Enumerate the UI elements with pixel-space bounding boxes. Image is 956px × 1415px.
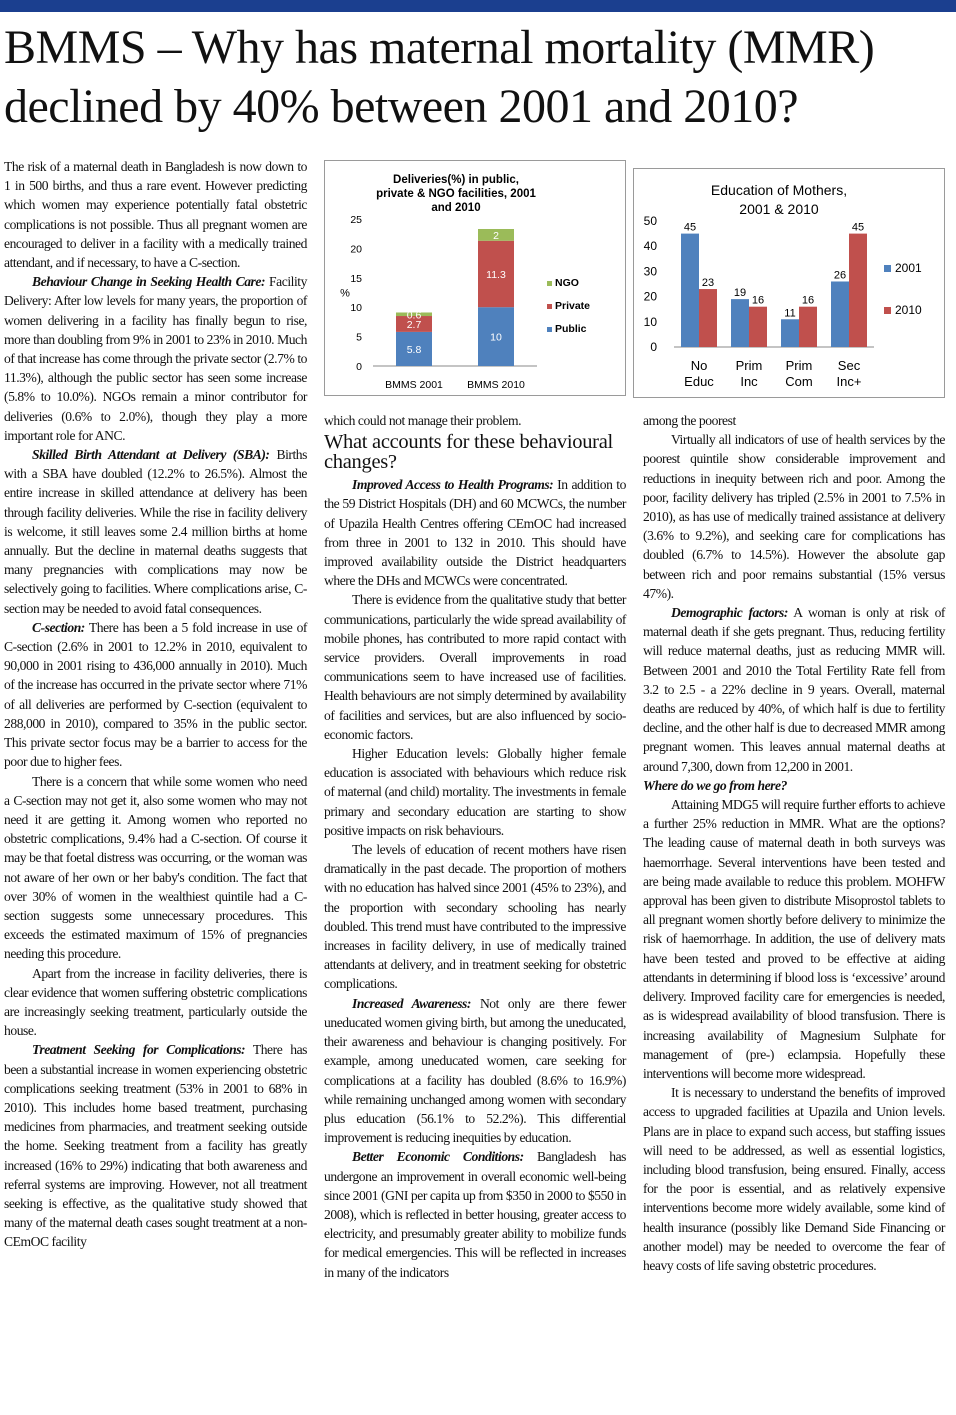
x-tick-label: BMMS 2001 (385, 379, 443, 391)
chart-title: private & NGO facilities, 2001 (376, 188, 536, 200)
legend-label: 2001 (895, 261, 922, 275)
paragraph: Attaining MDG5 will require further efforts to achieve a further 25% reduction in MMR. What are the options? The leading cause of maternal death in both surveys was haemorrhage. Several interventions have been tested and are being made available to reduce this problem. MOHFW approval has been given to distribute Misoprostol tablets to all pregnant women shortly before delivery to minimize the risk of haemorrhage. In addition, the use of delivery mats have been tested and proved to be effective at aiding attendants in determining if blood loss is ‘excessive’ around delivery. Improved facility care for emergencies is needed, as is widespread availability of blood transfusion. There is increasing availability of Magnesium Sulphate for management of (pre-) eclampsia. Hopefully these interventions will become more widespread. (643, 797, 945, 1081)
data-label: 26 (833, 269, 847, 282)
chart-title: Deliveries(%) in public, (393, 174, 519, 186)
subheading: Demographic factors: (671, 605, 788, 621)
bar-2001 (731, 299, 749, 347)
x-tick-label: Sec (837, 358, 861, 373)
chart-title: 2001 & 2010 (739, 201, 819, 217)
paragraph: Higher Education levels: Globally higher female education is associated with behaviours which reduce risk of maternal (and child) mortality. The investments in female primary and secondary education are starting to show positive impacts on risk behaviours. (324, 746, 626, 838)
data-label: 2 (493, 229, 499, 242)
bar-2010 (849, 234, 867, 347)
y-tick-label: 0 (356, 361, 362, 373)
paragraph: which could not manage their problem. (324, 413, 522, 428)
x-tick-label: Com (785, 374, 813, 389)
y-tick-label: 10 (643, 314, 657, 329)
legend-swatch (547, 281, 552, 286)
legend-label: Private (555, 300, 591, 312)
data-label: 23 (701, 277, 715, 290)
bar-2010 (749, 307, 767, 347)
paragraph: The risk of a maternal death in Bangladesh is now down to 1 in 500 births, and thus a rare event. However predicting which women may experience potentially fatal obstetric complications is not possible. Thus all pregnant women are encouraged to deliver in a facility with a medically trained attendant, and if necessary, to have a C-section. (4, 159, 307, 271)
paragraph (324, 994, 626, 1148)
subheading: Behaviour Change in Seeking Health Care: (32, 274, 266, 290)
data-label: 45 (851, 221, 865, 234)
subheading: Better Economic Conditions: (352, 1149, 524, 1165)
paragraph-text: Facility Delivery: After low levels for many years, the proportion of women delivering in a facility has finally begun to rise, more than doubling from 9% in 2001 to 23% in 2010. Much of that increase has come through the private sector (2.7% to 11.3%), although the public sector has seen some increase (5.8% to 10.0%). NGOs remain a minor contributor for deliveries (0.6% to 2.0%), though they play a more important role for ANC. (4, 274, 307, 443)
y-axis-label: % (340, 287, 350, 300)
section-heading: What accounts for these behavioural changes? (324, 431, 613, 474)
top-color-bar (0, 0, 956, 12)
paragraph (643, 603, 945, 776)
subheading: Where do we go from here? (643, 777, 787, 793)
deliveries-chart-svg (325, 161, 625, 395)
paragraph-text: A woman is only at risk of maternal death if she gets pregnant. Thus, reducing fertility will reduce maternal deaths, just as reducing MMR will. Between 2001 and 2010 the Total Fertility Rate fell from 3.2 to 2.5 - a 22% decline in 9 years. Overall, maternal deaths are reduced by 40%, of which half is due to fertility decline, and the other half is due to decreased MMR among pregnant women. This leaves annual maternal deaths at around 7,300, down from 12,200 in 2001. (643, 605, 945, 774)
x-tick-label: BMMS 2010 (467, 379, 525, 391)
y-tick-label: 25 (350, 214, 362, 226)
y-tick-label: 40 (643, 239, 657, 254)
column-1 (4, 157, 307, 1252)
y-tick-label: 5 (356, 331, 362, 344)
paragraph-text: There has been a substantial increase in women experiencing obstetric complications seeking treatment (53% in 2001 to 68% in 2010). This includes home based treatment, purchasing medicines from pharmacies, and treatment seeking outside the home. Seeking treatment from a facility has greatly increased (16% to 29%) indicating that both awareness and referral systems are improving. However, not all treatment seeking is effective, as the qualitative study showed that many of the maternal death cases sought treatment at a non-CEmOC facility (4, 1042, 307, 1250)
y-tick-label: 50 (643, 214, 657, 228)
education-chart-svg (634, 169, 944, 397)
deliveries-chart (324, 160, 626, 396)
data-label: 19 (733, 287, 747, 300)
paragraph: There is evidence from the qualitative study that better communications, particularly the wide spread availability of mobile phones, has contributed to more rapid contact with service providers. Overall improvements in road communications seem to have increased use of facilities. Health behaviours are not simply determined by availability of facilities and services, but are also influenced by socio-economic factors. (324, 592, 626, 742)
chart-title: and 2010 (431, 202, 481, 214)
data-label: 2.7 (406, 318, 422, 331)
x-tick-label: Prim (785, 358, 813, 373)
article-title: BMMS – Why has maternal mortality (MMR) declined by 40% between 2001 and 2010? (4, 21, 875, 133)
subheading: Improved Access to Health Programs: (352, 477, 554, 493)
legend-label: Public (555, 323, 587, 335)
column-3 (643, 411, 945, 1275)
y-tick-label: 20 (350, 243, 362, 256)
paragraph-text: There has been a 5 fold increase in use of C-section (2.6% in 2001 to 12.2% in 2010, equivalent to 90,000 in 2001 rising to 436,000 annually in 2010). Much of the increase has occurred in the private sector where 71% of all deliveries are performed by C-section (equivalent to 288,000 in 2010), compared to 35% in the public sector. This private sector focus may be a barrier to access for the poor due to higher fees. (4, 619, 307, 770)
subheading: Increased Awareness: (352, 995, 471, 1011)
data-label: 11 (784, 307, 796, 320)
data-label: 0.6 (406, 309, 422, 322)
legend-swatch (547, 327, 552, 332)
x-tick-label: No (690, 358, 708, 373)
data-label: 5.8 (406, 343, 422, 356)
data-label: 16 (801, 294, 815, 307)
paragraph (4, 618, 307, 772)
paragraph: Virtually all indicators of use of health services by the poorest quintile show considerable improvement and reductions in inequity between rich and poor. Among the poor, facility delivery has tripled (2.5% in 2001 to 7.5% in 2010), as has use of medically trained assistance at delivery (3.6% to 9.2%), and seeking care for complications has doubled (6.7% to 14.5%). However the absolute gap between rich and poor remains substantial (15% versus 47%). (643, 432, 945, 601)
bar-2001 (781, 319, 799, 347)
data-label: 11.3 (486, 268, 506, 281)
subheading: C-section: (32, 619, 85, 635)
y-tick-label: 15 (350, 272, 362, 285)
y-tick-label: 0 (650, 340, 657, 354)
paragraph: It is necessary to understand the benefits of improved access to upgraded facilities at Upazila and Union levels. Plans are in place to expand such access, but staffing issues will need to be addressed, as well as essential logistics, including blood transfusion, being ensured. Finally, access for the poor is essential, and as relatively expensive interventions become more widely available, some kind of health insurance (possibly like Demand Side Financing or another model) may be needed to overcome the fear of heavy costs of life saving obstetric procedures. (643, 1085, 945, 1273)
paragraph-text: Not only are there fewer uneducated women giving birth, but among the uneducated, their awareness and behaviour is changing positively. For example, among uneducated women, care seeking for complications at a facility has doubled (8.6% to 16.9%) while remaining unchanged among women with secondary plus education (56.1% to 52.2%). This differential improvement is reducing inequities by education. (324, 995, 627, 1146)
paragraph (4, 1040, 307, 1251)
paragraph: The levels of education of recent mothers have risen dramatically in the past decade. The proportion of mothers with no education has halved since 2001 (45% to 23%), and the proportion with secondary schooling has nearly doubled. This trend must have contributed to the impressive increases in facility delivery, in use of medically trained attendants at delivery, and in treatment seeking for obstetric complications. (324, 842, 626, 992)
legend-label: NGO (555, 277, 579, 289)
legend-swatch (884, 307, 891, 314)
y-tick-label: 20 (643, 289, 657, 304)
subheading-line (643, 776, 945, 795)
y-tick-label: 30 (643, 264, 657, 279)
column-2 (324, 411, 626, 1282)
subheading: Treatment Seeking for Complications: (32, 1042, 246, 1058)
x-tick-label: Prim (735, 358, 763, 373)
bar-2001 (681, 234, 699, 347)
paragraph-text: Bangladesh has undergone an improvement in overall economic well-being since 2001 (GNI per capita up from $350 in 2000 to $550 in 2008), which is reflected in better housing, greater access to electricity, and presumably greater ability to mobilize funds for medical emergencies. This will be reflected in increases in many of the indicators (324, 1149, 626, 1280)
paragraph: There is a concern that while some women who need a C-section may not get it, also some women who may not need it are getting it. Among women who reported no obstetric complications, 9.4% had a C-section. Of course it may be that foetal distress was occurring, or the woman was not aware of her own or her baby's condition. The fact that over 30% of women in the wealthiest quintile had a C-section suggests some unnecessary procedures. This exceeds the estimated maximum of 15% of pregnancies needing this procedure. (4, 773, 307, 962)
legend-label: 2010 (895, 303, 922, 317)
bar-2010 (799, 307, 817, 347)
x-tick-label: Inc (740, 374, 758, 389)
paragraph: among the poorest (643, 413, 736, 428)
x-tick-label: Educ (684, 374, 714, 389)
y-tick-label: 10 (350, 302, 362, 315)
paragraph (4, 445, 307, 618)
paragraph (324, 1147, 626, 1281)
paragraph-text: Births with a SBA have doubled (12.2% to 26.5%). Almost the entire increase in skilled attendance at delivery has been through facility deliveries. While the rise in facility delivery is welcome, it still leaves some 2.4 million births at home annually. But the decline in maternal deaths suggests that many pregnancies with complications may now be selectively going to facilities. Where complications arise, C-section may be needed to avoid fatal consequences. (4, 447, 307, 616)
paragraph: Apart from the increase in facility deliveries, there is clear evidence that women suffering obstetric complications are increasingly seeking treatment, particularly outside the house. (4, 965, 307, 1039)
paragraph (4, 272, 307, 445)
legend-swatch (547, 304, 552, 309)
paragraph (324, 475, 626, 590)
legend-swatch (884, 265, 891, 272)
x-tick-label: Inc+ (836, 374, 862, 389)
data-label: 45 (683, 221, 697, 234)
data-label: 16 (751, 294, 765, 307)
paragraph-text: In addition to the 59 District Hospitals (DH) and 60 MCWCs, the number of Upazila Health Centres offering CEmOC had increased from three in 2001 to 132 in 2010. This should have improved availability outside the District headquarters where the DHs and MCWCs were concentrated. (324, 477, 626, 589)
bar-2001 (831, 281, 849, 347)
chart-title: Education of Mothers, (710, 182, 848, 198)
subheading: Skilled Birth Attendant at Delivery (SBA): (32, 447, 270, 463)
data-label: 10 (490, 331, 502, 344)
education-chart (633, 168, 945, 398)
bar-2010 (699, 289, 717, 347)
